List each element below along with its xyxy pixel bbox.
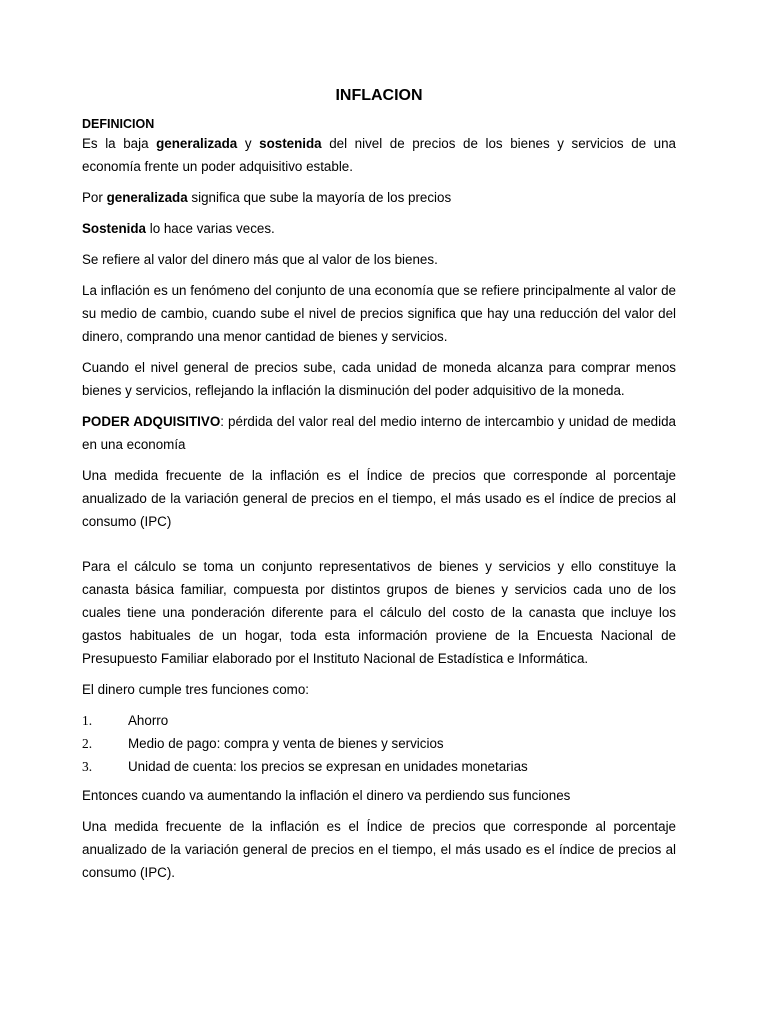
list-item-text: Ahorro: [128, 713, 169, 728]
paragraph-funciones-intro: El dinero cumple tres funciones como:: [82, 682, 310, 697]
paragraph-definition: [82, 132, 676, 178]
paragraph-nivel-general: Cuando el nivel general de precios sube, cada unidad de moneda alcanza para comprar menos bienes y servicios, reflejando la inflación la disminución del poder adquisitivo de la moneda.: [82, 360, 676, 398]
paragraph-fenomeno: La inflación es un fenómeno del conjunto de una economía que se refiere principalmente al valor de su medio de cambio, cuando sube el nivel de precios significa que hay una reducción del valor del dinero, comprando una menor cantidad de bienes y servicios.: [82, 283, 676, 344]
paragraph-definition-text-c: y: [237, 136, 260, 151]
bold-sostenida-2: Sostenida: [82, 221, 146, 236]
section-heading-definicion: DEFINICION: [82, 117, 155, 131]
paragraph-generalizada-text-c: significa que sube la mayoría de los precios: [187, 190, 452, 205]
list-item: [82, 709, 676, 732]
list-item-number: 3.: [82, 759, 93, 774]
list-item-number: 1.: [82, 713, 93, 728]
bold-sostenida: sostenida: [259, 136, 322, 151]
list-item: [82, 732, 676, 755]
list-item: [82, 755, 676, 778]
bold-poder-adquisitivo: PODER ADQUISITIVO: [82, 414, 221, 429]
bold-generalizada: generalizada: [156, 136, 238, 151]
paragraph-medida-ipc-2: Una medida frecuente de la inflación es el Índice de precios que corresponde al porcentaje anualizado de la variación general de precios en el tiempo, el más usado es el índice de precios al consumo (IPC).: [82, 819, 676, 880]
paragraph-valor-dinero: Se refiere al valor del dinero más que al valor de los bienes.: [82, 252, 438, 267]
bold-generalizada-2: generalizada: [106, 190, 188, 205]
document-page: [82, 86, 676, 892]
paragraph-definition-text-d: del nivel de precios de los bienes y servicios de una economía frente un poder adquisitivo estable.: [82, 136, 677, 174]
paragraph-medida-ipc: Una medida frecuente de la inflación es el Índice de precios que corresponde al porcentaje anualizado de la variación general de precios en el tiempo, el más usado es el índice de precios al consumo (IPC): [82, 468, 676, 529]
paragraph-poder-adquisitivo-text: : pérdida del valor real del medio interno de intercambio y unidad de medida en una economía: [82, 414, 676, 452]
funciones-list: [82, 709, 676, 778]
list-item-text: Unidad de cuenta: los precios se expresan en unidades monetarias: [128, 759, 528, 774]
paragraph-calculo: Para el cálculo se toma un conjunto representativos de bienes y servicios y ello constituye la canasta básica familiar, compuesta por distintos grupos de bienes y servicios cada uno de los cuales tiene una ponderación diferente para el cálculo del costo de la canasta que incluye los gastos habituales de un hogar, toda esta información proviene de la Encuesta Nacional de Presupuesto Familiar elaborado por el Instituto Nacional de Estadística e Informática.: [82, 559, 676, 666]
paragraph-generalizada-text-a: Por: [82, 190, 107, 205]
paragraph-perdiendo-funciones: Entonces cuando va aumentando la inflación el dinero va perdiendo sus funciones: [82, 788, 571, 803]
paragraph-poder-adquisitivo: [82, 410, 676, 456]
paragraph-sostenida-text-c: lo hace varias veces.: [146, 221, 275, 236]
document-title: INFLACION: [335, 87, 423, 104]
list-item-number: 2.: [82, 736, 93, 751]
list-item-text: Medio de pago: compra y venta de bienes y servicios: [128, 736, 444, 751]
paragraph-sostenida: [82, 217, 676, 240]
paragraph-definition-text-a: Es la baja: [82, 136, 157, 151]
paragraph-generalizada: [82, 186, 676, 209]
